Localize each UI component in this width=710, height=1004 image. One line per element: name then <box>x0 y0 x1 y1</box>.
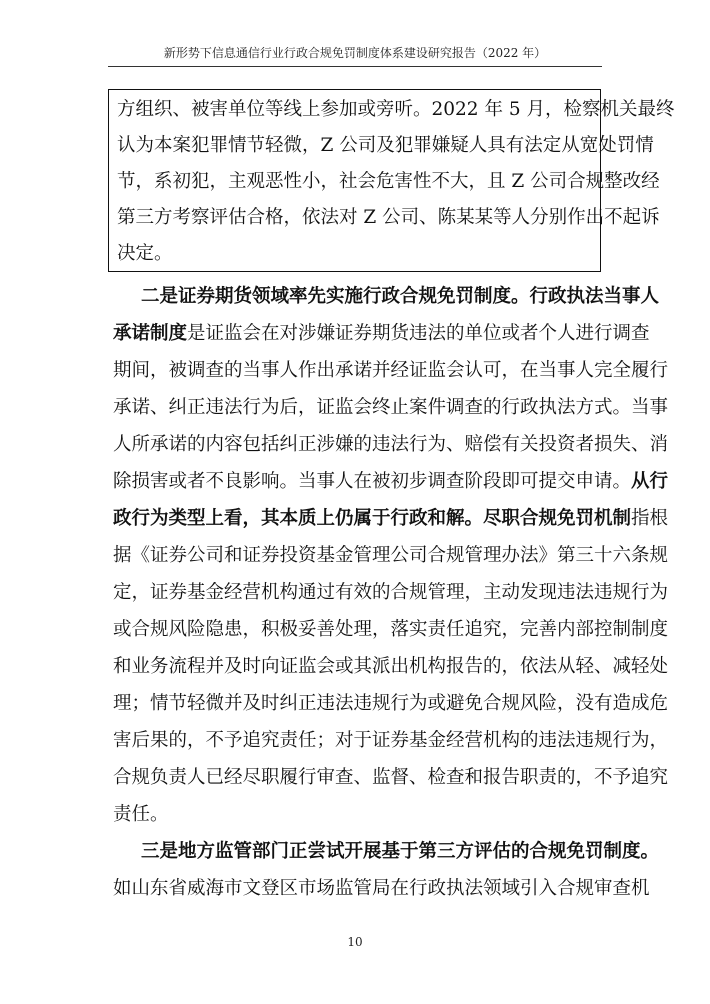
text-span: 是证监会在对涉嫌证券期货违法的单位或者个人进行调查 <box>187 323 650 344</box>
paragraph-line: 责任。 <box>113 804 169 825</box>
case-line: 决定。 <box>117 243 173 264</box>
case-line: 第三方考察评估合格，依法对 Z 公司、陈某某等人分别作出不起诉 <box>117 207 660 228</box>
paragraph-line: 和业务流程并及时向证监会或其派出机构报告的，依法从轻、减轻处 <box>113 656 669 677</box>
paragraph-line: 如山东省威海市文登区市场监管局在行政执法领域引入合规审查机 <box>113 878 650 899</box>
paragraph-line: 害后果的，不予追究责任；对于证券基金经营机构的违法违规行为， <box>113 730 669 751</box>
paragraph-line <box>113 508 669 530</box>
paragraph-line: 期间，被调查的当事人作出承诺并经证监会认可，在当事人完全履行 <box>113 360 669 381</box>
term-bold: 从行 <box>631 471 669 492</box>
term-bold: 承诺制度 <box>113 323 188 344</box>
text-span: 指根 <box>631 508 669 529</box>
paragraph-line: 承诺、纠正违法行为后，证监会终止案件调查的行政执法方式。当事 <box>113 397 669 418</box>
paragraph-line: 理；情节轻微并及时纠正违法违规行为或避免合规风险，没有造成危 <box>113 693 669 714</box>
case-line: 方组织、被害单位等线上参加或旁听。2022 年 5 月，检察机关最终 <box>117 99 675 120</box>
body-text <box>113 0 675 1004</box>
paragraph-line <box>113 323 650 345</box>
section-heading: 三是地方监管部门正尝试开展基于第三方评估的合规免罚制度。 <box>141 841 660 862</box>
page-number: 10 <box>347 935 363 949</box>
case-line: 认为本案犯罪情节轻微，Z 公司及犯罪嫌疑人具有法定从宽处罚情 <box>117 135 654 156</box>
paragraph-line <box>113 471 669 493</box>
section-heading: 二是证券期货领域率先实施行政合规免罚制度。行政执法当事人 <box>141 286 660 307</box>
paragraph-line: 定，证券基金经营机构通过有效的合规管理，主动发现违法违规行为 <box>113 582 669 603</box>
paragraph-line: 合规负责人已经尽职履行审查、监督、检查和报告职责的，不予追究 <box>113 767 669 788</box>
term-bold: 政行为类型上看，其本质上仍属于行政和解。尽职合规免罚机制 <box>113 508 632 529</box>
case-line: 节，系初犯，主观恶性小，社会危害性不大，且 Z 公司合规整改经 <box>117 171 660 192</box>
text-span: 除损害或者不良影响。当事人在被初步调查阶段即可提交申请。 <box>113 471 632 492</box>
paragraph-line: 据《证券公司和证券投资基金管理公司合规管理办法》第三十六条规 <box>113 545 669 566</box>
running-header: 新形势下信息通信行业行政合规免罚制度体系建设研究报告（2022 年） <box>163 46 547 60</box>
paragraph-line: 人所承诺的内容包括纠正涉嫌的违法行为、赔偿有关投资者损失、消 <box>113 434 669 455</box>
paragraph-line: 或合规风险隐患，积极妥善处理，落实责任追究，完善内部控制制度 <box>113 619 669 640</box>
